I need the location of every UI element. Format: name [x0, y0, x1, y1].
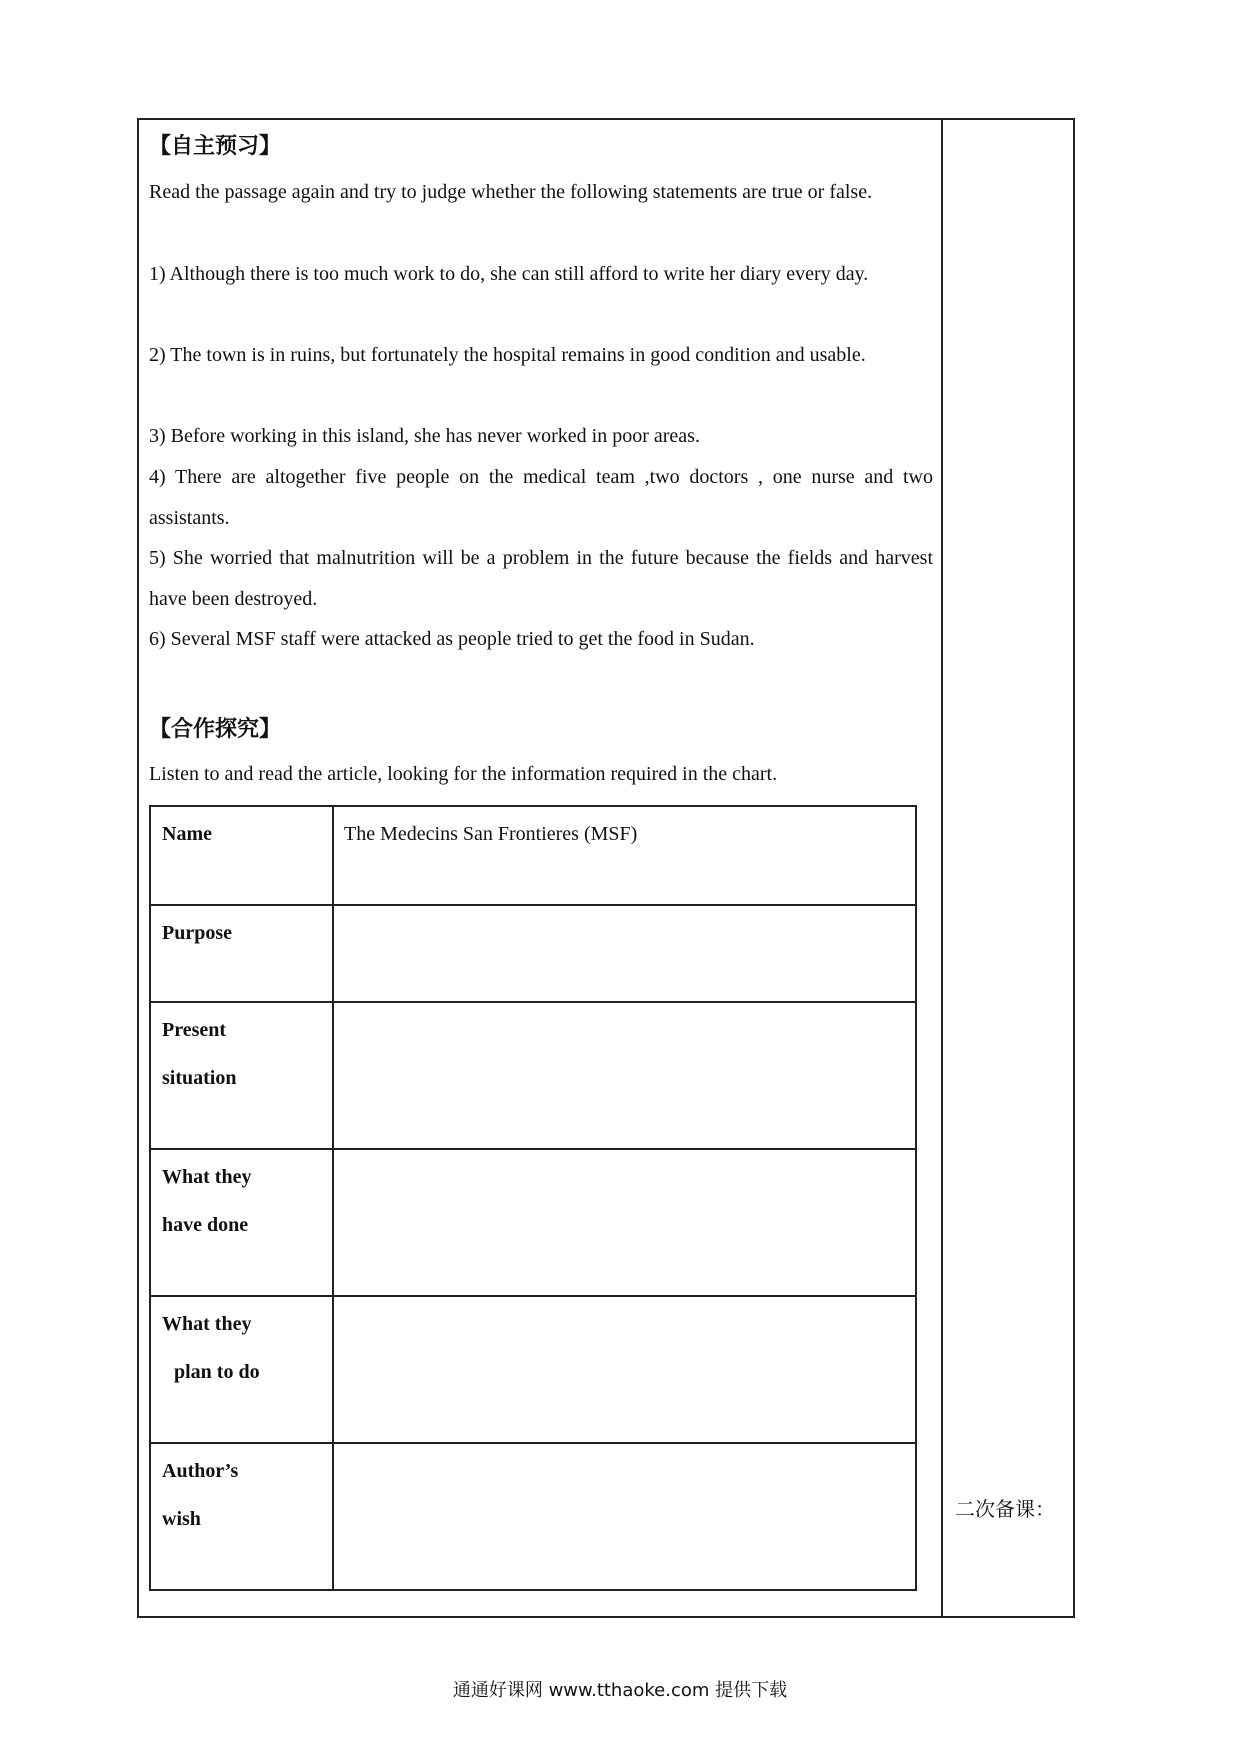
cooperate-title: 【合作探究】 [149, 717, 282, 742]
row-value[interactable] [333, 1443, 916, 1590]
row-label-line1: What they [162, 1166, 252, 1188]
table-row [150, 1443, 916, 1590]
row-label-line1: Present [162, 1019, 227, 1041]
row-value[interactable]: The Medecins San Frontieres (MSF) [333, 806, 916, 905]
preview-intro: Read the passage again and try to judge whether the following statements are true or false. [149, 181, 873, 203]
row-label [150, 1002, 333, 1149]
info-chart [149, 805, 917, 1591]
row-label-line1: Name [162, 823, 212, 845]
table-row [150, 1149, 916, 1296]
statement-6: 6) Several MSF staff were attacked as people tried to get the food in Sudan. [149, 628, 755, 650]
column-divider [941, 120, 943, 1616]
row-label-line1: Purpose [162, 922, 232, 944]
row-label [150, 1296, 333, 1443]
row-label-line2: plan to do [174, 1361, 260, 1383]
row-value[interactable] [333, 905, 916, 1002]
preview-title: 【自主预习】 [149, 134, 282, 159]
row-value[interactable] [333, 1002, 916, 1149]
cooperate-intro: Listen to and read the article, looking for the information required in the chart. [149, 763, 778, 785]
statement-1: 1) Although there is too much work to do, she can still afford to write her diary every day. [149, 263, 869, 285]
table-row [150, 1296, 916, 1443]
row-label-line2: wish [162, 1508, 201, 1530]
row-label-line1: Author’s [162, 1460, 239, 1482]
table-row [150, 1002, 916, 1149]
statement-4: 4) There are altogether five people on the medical team ,two doctors , one nurse and two assistants. [149, 466, 933, 529]
row-label-line1: What they [162, 1313, 252, 1335]
row-label [150, 1443, 333, 1590]
second-prep-label: 二次备课： [955, 1497, 1055, 1521]
table-row [150, 806, 916, 905]
statement-2: 2) The town is in ruins, but fortunately the hospital remains in good condition and usable. [149, 344, 866, 366]
row-value[interactable] [333, 1296, 916, 1443]
row-value[interactable] [333, 1149, 916, 1296]
statement-3: 3) Before working in this island, she has never worked in poor areas. [149, 425, 700, 447]
statement-5: 5) She worried that malnutrition will be a problem in the future because the fields and harvest have been destroyed. [149, 547, 933, 610]
lesson-plan-frame [137, 118, 1075, 1618]
row-label [150, 905, 333, 1002]
table-row [150, 905, 916, 1002]
row-label [150, 806, 333, 905]
row-label-line2: have done [162, 1214, 249, 1236]
row-label-line2: situation [162, 1067, 237, 1089]
row-label [150, 1149, 333, 1296]
page-footer: 通通好课网 www.tthaoke.com 提供下载 [452, 1680, 788, 1701]
